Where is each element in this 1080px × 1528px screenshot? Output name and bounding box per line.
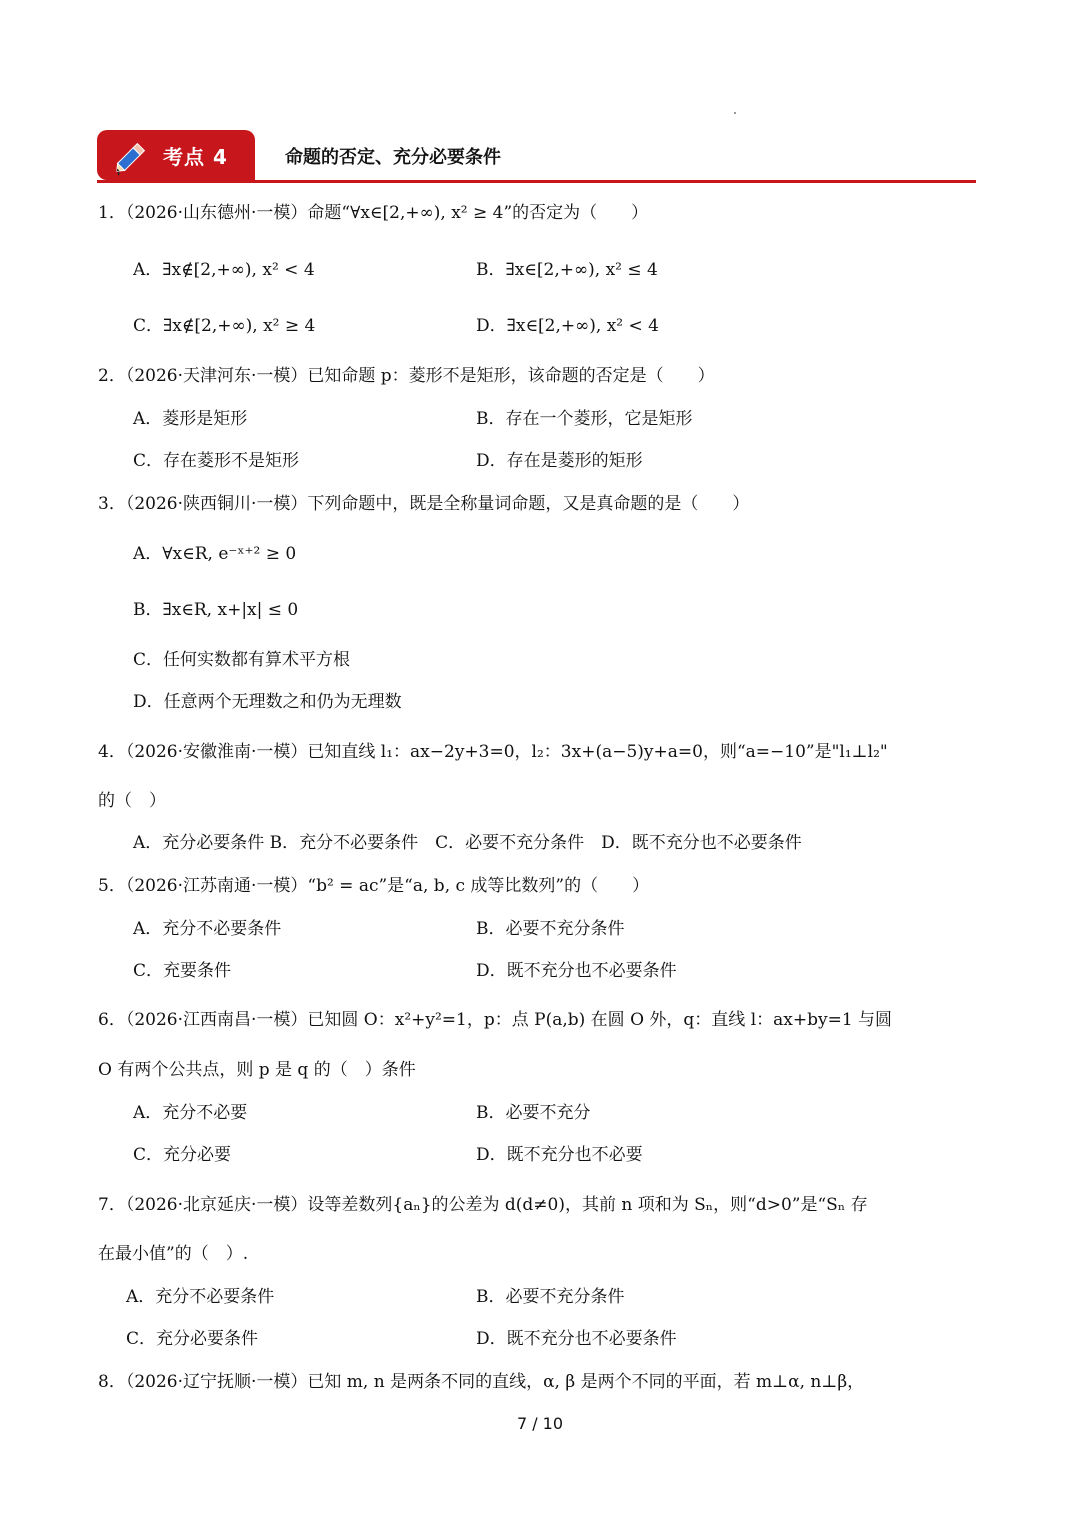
question-1-option-b: B．∃x∈[2,+∞), x² ≤ 4 — [476, 260, 658, 280]
question-6-option-a: A．充分不必要 — [133, 1103, 248, 1123]
section-header — [97, 130, 976, 183]
question-7-option-d: D．既不充分也不必要条件 — [476, 1329, 677, 1349]
scan-dot — [734, 112, 736, 114]
question-6-option-b: B．必要不充分 — [476, 1103, 591, 1123]
question-3-option-c: C．任何实数都有算术平方根 — [133, 650, 351, 670]
question-2-stem: 2．（2026·天津河东·一模）已知命题 p：菱形不是矩形，该命题的否定是（ ） — [98, 366, 715, 386]
header-divider — [97, 180, 976, 183]
page-number: 7 / 10 — [516, 1414, 564, 1433]
section-tag-label: 考点 4 — [163, 145, 228, 169]
question-2-option-a: A．菱形是矩形 — [133, 409, 248, 429]
question-1-option-d: D．∃x∈[2,+∞), x² < 4 — [476, 316, 659, 336]
question-6-stem-cont: O 有两个公共点，则 p 是 q 的（ ）条件 — [98, 1060, 416, 1080]
question-2-option-c: C．存在菱形不是矩形 — [133, 451, 300, 471]
question-3-option-d: D．任意两个无理数之和仍为无理数 — [133, 692, 402, 712]
question-5-stem: 5．（2026·江苏南通·一模）“b² = ac”是“a, b, c 成等比数列”的（ ） — [98, 876, 650, 896]
question-2-option-b: B．存在一个菱形，它是矩形 — [476, 409, 693, 429]
question-5-option-a: A．充分不必要条件 — [133, 919, 282, 939]
question-7-option-c: C．充分必要条件 — [126, 1329, 259, 1349]
question-2-option-d: D．存在是菱形的矩形 — [476, 451, 643, 471]
question-1-option-c: C．∃x∉[2,+∞), x² ≥ 4 — [133, 316, 316, 336]
question-3-option-a: A．∀x∈R, e⁻ˣ⁺² ≥ 0 — [133, 544, 297, 564]
question-6-stem: 6．（2026·江西南昌·一模）已知圆 O：x²+y²=1，p：点 P(a,b) 在圆 O 外，q：直线 l：ax+by=1 与圆 — [98, 1010, 893, 1030]
question-1-option-a: A．∃x∉[2,+∞), x² < 4 — [133, 260, 315, 280]
question-1-stem: 1．（2026·山东德州·一模）命题“∀x∈[2,+∞), x² ≥ 4”的否定为（ ） — [98, 203, 649, 223]
question-4-options: A．充分必要条件 B．充分不必要条件 C．必要不充分条件 D．既不充分也不必要条件 — [133, 833, 802, 853]
pencil-icon — [111, 137, 151, 177]
question-6-option-c: C．充分必要 — [133, 1145, 232, 1165]
question-6-option-d: D．既不充分也不必要 — [476, 1145, 643, 1165]
question-4-stem: 4．（2026·安徽淮南·一模）已知直线 l₁：ax−2y+3=0，l₂：3x+(a−5)y+a=0，则“a=−10”是"l₁⊥l₂" — [98, 742, 888, 762]
question-3-stem: 3．（2026·陕西铜川·一模）下列命题中，既是全称量词命题，又是真命题的是（ ） — [98, 494, 750, 514]
section-title: 命题的否定、充分必要条件 — [285, 147, 501, 168]
question-7-stem: 7．（2026·北京延庆·一模）设等差数列{aₙ}的公差为 d(d≠0)，其前 n 项和为 Sₙ，则“d>0”是“Sₙ 存 — [98, 1195, 868, 1215]
question-5-option-b: B．必要不充分条件 — [476, 919, 625, 939]
section-tag — [97, 130, 255, 180]
question-4-stem-cont: 的（ ） — [98, 791, 166, 811]
question-5-option-c: C．充要条件 — [133, 961, 232, 981]
question-5-option-d: D．既不充分也不必要条件 — [476, 961, 677, 981]
question-7-option-b: B．必要不充分条件 — [476, 1287, 625, 1307]
question-3-option-b: B．∃x∈R, x+|x| ≤ 0 — [133, 600, 299, 620]
question-7-option-a: A．充分不必要条件 — [126, 1287, 275, 1307]
question-8-stem: 8．（2026·辽宁抚顺·一模）已知 m, n 是两条不同的直线，α, β 是两个不同的平面，若 m⊥α, n⊥β， — [98, 1372, 865, 1392]
question-7-stem-cont: 在最小值”的（ ）. — [98, 1244, 249, 1264]
